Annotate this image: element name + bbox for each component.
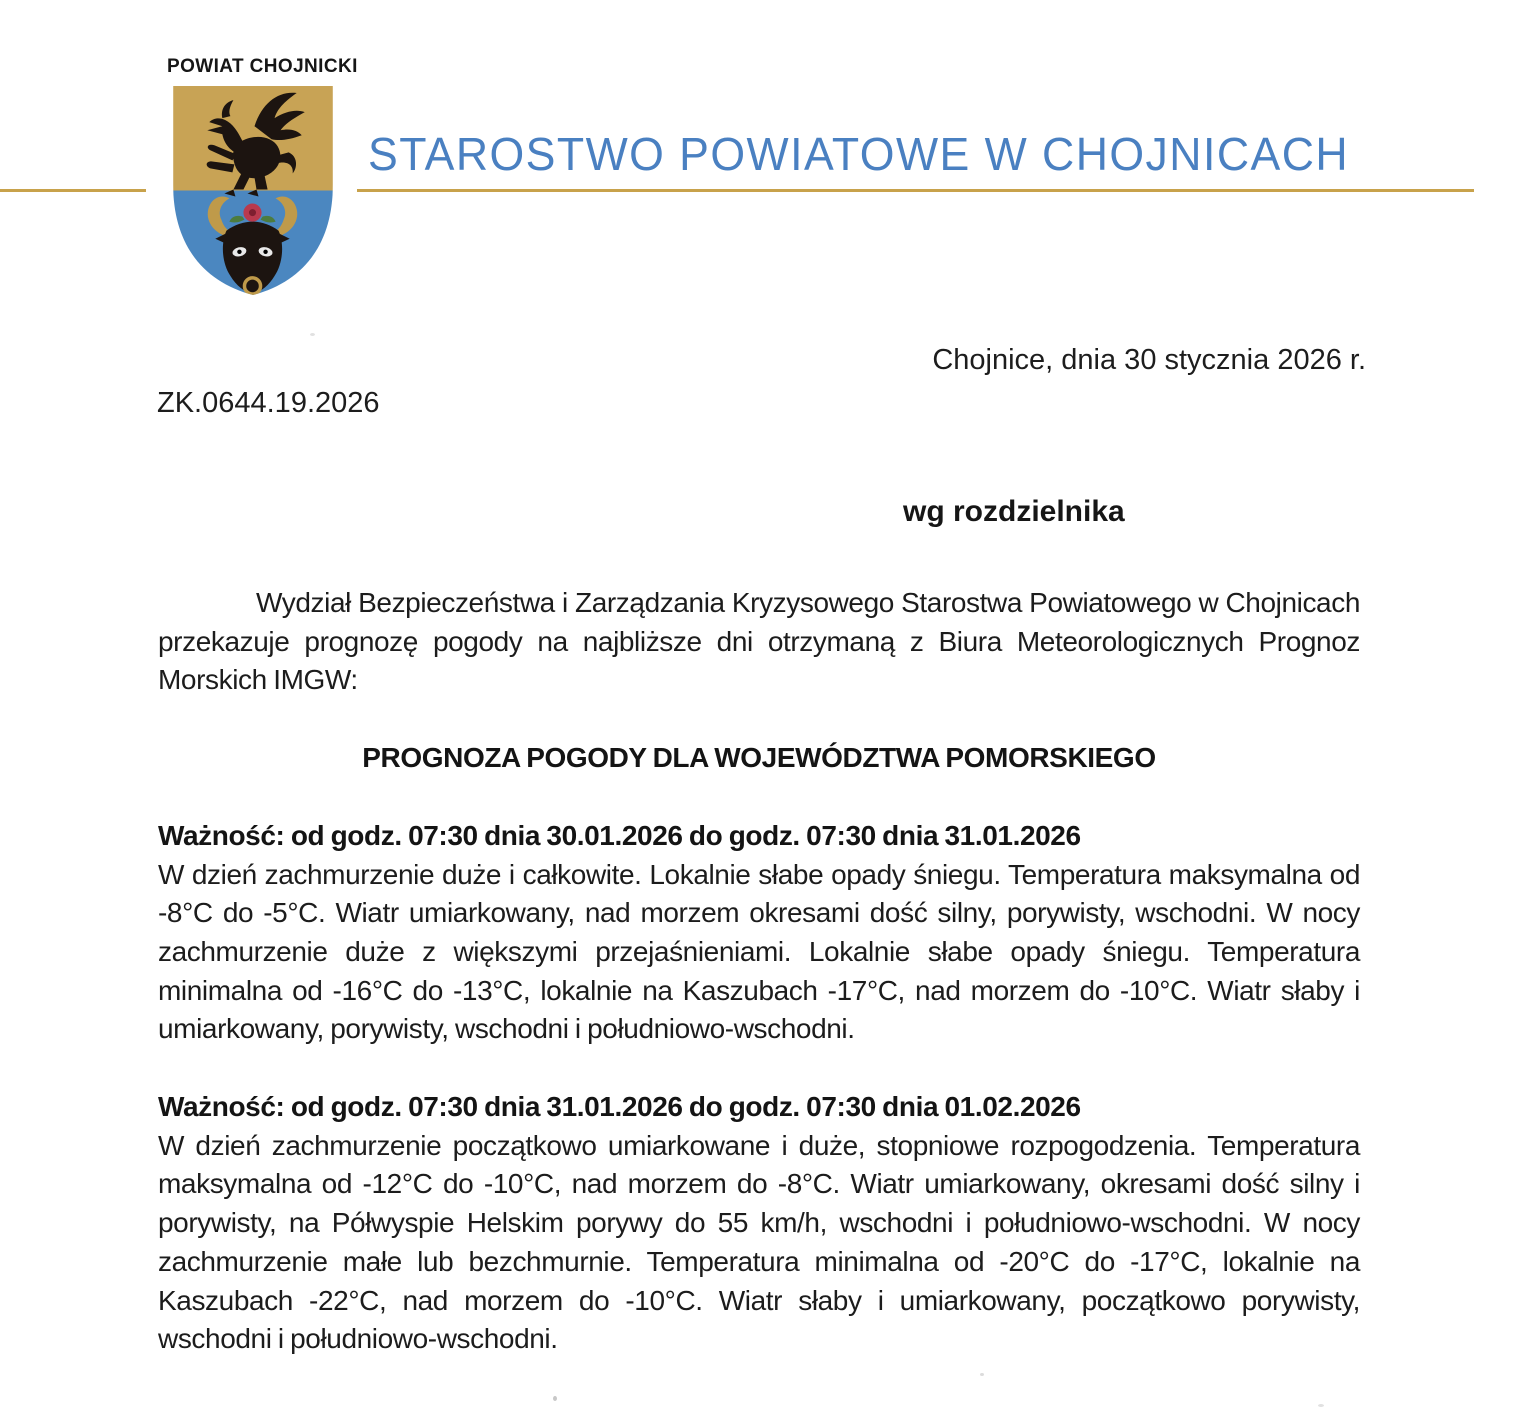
forecast-paragraph-2: W dzień zachmurzenie początkowo umiarkowane i duże, stopniowe rozpogodzenia. Temperatura maksymalna od -12°C do -10°C, nad morzem do -8°C. Wiatr umiarkowany, okresami dość silny i porywisty, na Półwyspie Helskim porywy do 55 km/h, wschodni i południowo-wschodni. W nocy zachmurzenie małe lub bezchmurnie. Temperatura minimalna od -20°C do -17°C, lokalnie na Kaszubach -22°C, nad morzem do -10°C. Wiatr słaby i umiarkowany, początkowo porywisty, wschodni i południowo-wschodni.	[158, 1129, 1360, 1355]
scan-speck	[553, 1396, 557, 1401]
header-rule-left	[0, 189, 146, 192]
header-rule-right	[357, 189, 1474, 192]
reference-number: ZK.0644.19.2026	[157, 387, 380, 419]
scan-speck	[980, 1373, 984, 1376]
intro-paragraph: Wydział Bezpieczeństwa i Zarządzania Kryzysowego Starostwa Powiatowego w Chojnicach przekazuje prognozę pogody na najbliższe dni otrzymaną z Biura Meteorologicznych Prognoz Morskich IMGW:	[158, 587, 1360, 696]
validity-heading-1: Ważność: od godz. 07:30 dnia 30.01.2026 do godz. 07:30 dnia 31.01.2026	[158, 819, 1081, 851]
letter-body	[158, 584, 1360, 1359]
coat-of-arms-icon	[170, 84, 336, 297]
distribution-note: wg rozdzielnika	[903, 495, 1125, 528]
scan-speck	[1318, 1404, 1324, 1407]
scan-speck	[310, 333, 315, 336]
crest-label: POWIAT CHOJNICKI	[167, 56, 358, 77]
forecast-title: PROGNOZA POGODY DLA WOJEWÓDZTWA POMORSKIEGO	[362, 742, 1156, 774]
date-line: Chojnice, dnia 30 stycznia 2026 r.	[932, 344, 1366, 376]
org-title: STAROSTWO POWIATOWE W CHOJNICACH	[368, 128, 1350, 180]
forecast-paragraph-1: W dzień zachmurzenie duże i całkowite. Lokalnie słabe opady śniegu. Temperatura maksymalna od -8°C do -5°C. Wiatr umiarkowany, nad morzem okresami dość silny, porywisty, wschodni. W nocy zachmurzenie duże z większymi przejaśnieniami. Lokalnie słabe opady śniegu. Temperatura minimalna od -16°C do -13°C, lokalnie na Kaszubach -17°C, nad morzem do -10°C. Wiatr słaby i umiarkowany, porywisty, wschodni i południowo-wschodni.	[158, 858, 1360, 1045]
validity-heading-2: Ważność: od godz. 07:30 dnia 31.01.2026 do godz. 07:30 dnia 01.02.2026	[158, 1091, 1081, 1123]
